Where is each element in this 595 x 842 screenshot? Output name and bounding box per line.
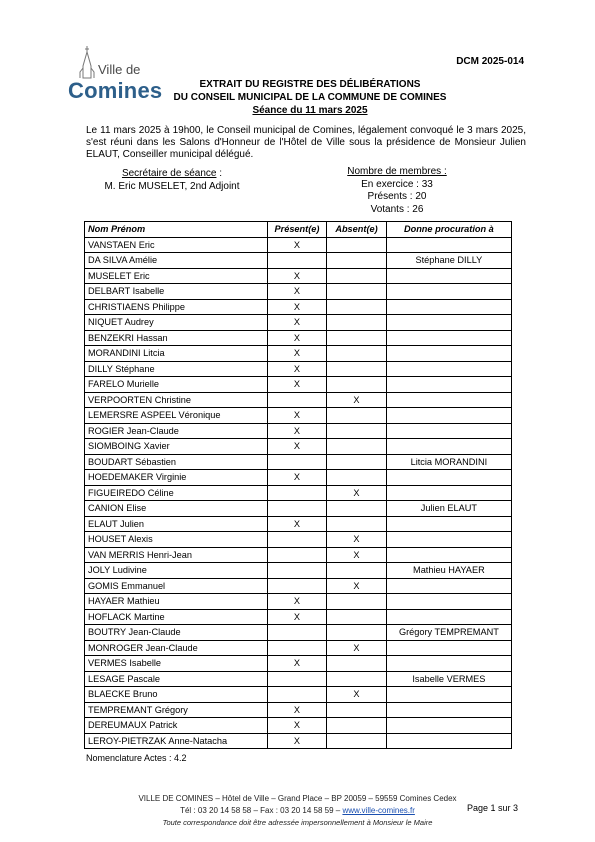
footer-notice: Toute correspondance doit être adressée impersonnellement à Monsieur le Maire <box>162 818 433 827</box>
table-row <box>85 268 512 284</box>
proxy-name: Stéphane DILLY <box>386 253 511 269</box>
member-name: VERMES Isabelle <box>85 656 268 672</box>
proxy-name <box>386 299 511 315</box>
present-mark: X <box>267 609 327 625</box>
absent-mark <box>327 470 387 486</box>
logo-ville-text: Ville de <box>98 62 141 77</box>
present-mark <box>267 485 327 501</box>
proxy-name: Isabelle VERMES <box>386 671 511 687</box>
proxy-name <box>386 423 511 439</box>
absent-mark <box>327 315 387 331</box>
table-row <box>85 284 512 300</box>
proxy-name <box>386 702 511 718</box>
table-row <box>85 454 512 470</box>
present-mark: X <box>267 237 327 253</box>
proxy-name <box>386 640 511 656</box>
table-row <box>85 532 512 548</box>
absent-mark <box>327 423 387 439</box>
footer-phone-fax: Tél : 03 20 14 58 58 – Fax : 03 20 14 58 59 – <box>180 806 343 815</box>
proxy-name <box>386 315 511 331</box>
member-name: FIGUEIREDO Céline <box>85 485 268 501</box>
member-name: VAN MERRIS Henri-Jean <box>85 547 268 563</box>
member-name: ROGIER Jean-Claude <box>85 423 268 439</box>
proxy-name <box>386 594 511 610</box>
proxy-name <box>386 656 511 672</box>
present-mark: X <box>267 470 327 486</box>
proxy-name <box>386 470 511 486</box>
absent-mark <box>327 702 387 718</box>
member-name: HOFLACK Martine <box>85 609 268 625</box>
proxy-name <box>386 718 511 734</box>
member-name: ELAUT Julien <box>85 516 268 532</box>
member-name: HAYAER Mathieu <box>85 594 268 610</box>
table-row <box>85 315 512 331</box>
logo-comines-text: Comines <box>68 78 163 103</box>
header-present: Présent(e) <box>267 222 327 238</box>
absent-mark <box>327 516 387 532</box>
table-row <box>85 671 512 687</box>
member-name: LEMERSRE ASPEEL Véronique <box>85 408 268 424</box>
member-name: MUSELET Eric <box>85 268 268 284</box>
proxy-name <box>386 687 511 703</box>
table-row <box>85 377 512 393</box>
proxy-name: Julien ELAUT <box>386 501 511 517</box>
absent-mark: X <box>327 485 387 501</box>
table-row <box>85 253 512 269</box>
absent-mark <box>327 408 387 424</box>
member-name: MORANDINI Litcia <box>85 346 268 362</box>
table-row <box>85 687 512 703</box>
member-name: CHRISTIAENS Philippe <box>85 299 268 315</box>
session-date-title: Séance du 11 mars 2025 <box>252 105 368 116</box>
table-row <box>85 470 512 486</box>
proxy-name: Grégory TEMPREMANT <box>386 625 511 641</box>
member-name: JOLY Ludivine <box>85 563 268 579</box>
member-name: DELBART Isabelle <box>85 284 268 300</box>
present-mark <box>267 563 327 579</box>
proxy-name <box>386 284 511 300</box>
proxy-name <box>386 346 511 362</box>
secretary-heading <box>86 168 258 179</box>
proxy-name <box>386 609 511 625</box>
header-proxy: Donne procuration à <box>386 222 511 238</box>
proxy-name <box>386 408 511 424</box>
table-row <box>85 485 512 501</box>
table-row <box>85 640 512 656</box>
proxy-name <box>386 547 511 563</box>
absent-mark <box>327 361 387 377</box>
table-row <box>85 346 512 362</box>
absent-mark: X <box>327 578 387 594</box>
table-row <box>85 625 512 641</box>
member-name: BOUDART Sébastien <box>85 454 268 470</box>
absent-mark <box>327 237 387 253</box>
secretary-value: M. Eric MUSELET, 2nd Adjoint <box>104 181 240 192</box>
table-row <box>85 392 512 408</box>
page-number: Page 1 sur 3 <box>467 803 519 813</box>
absent-mark <box>327 625 387 641</box>
table-row <box>85 423 512 439</box>
table-row <box>85 733 512 749</box>
table-row <box>85 702 512 718</box>
present-mark <box>267 501 327 517</box>
table-row <box>85 361 512 377</box>
proxy-name <box>386 392 511 408</box>
present-mark: X <box>267 656 327 672</box>
absent-mark <box>327 563 387 579</box>
member-name: HOEDEMAKER Virginie <box>85 470 268 486</box>
header-name: Nom Prénom <box>85 222 268 238</box>
present-mark: X <box>267 330 327 346</box>
intro-paragraph: Le 11 mars 2025 à 19h00, le Conseil municipal de Comines, légalement convoqué le 3 mars 2025, s'est réuni dans les Salons d'Honneur de l'Hôtel de Ville sous la présidence de Monsieur Julien ELAUT, Conseiller municipal délégué. <box>86 125 526 160</box>
present-mark: X <box>267 733 327 749</box>
table-row <box>85 578 512 594</box>
present-mark <box>267 547 327 563</box>
table-row <box>85 439 512 455</box>
table-row <box>85 330 512 346</box>
proxy-name <box>386 516 511 532</box>
member-name: HOUSET Alexis <box>85 532 268 548</box>
table-row <box>85 547 512 563</box>
table-row <box>85 718 512 734</box>
absent-mark <box>327 284 387 300</box>
proxy-name: Mathieu HAYAER <box>386 563 511 579</box>
table-row <box>85 299 512 315</box>
absent-mark <box>327 346 387 362</box>
present-mark: X <box>267 377 327 393</box>
attendance-table <box>84 221 512 749</box>
present-mark <box>267 625 327 641</box>
absent-mark <box>327 609 387 625</box>
present-mark: X <box>267 299 327 315</box>
absent-mark <box>327 377 387 393</box>
present-mark: X <box>267 268 327 284</box>
nomenclature: Nomenclature Actes : 4.2 <box>86 753 187 763</box>
member-name: VANSTAEN Eric <box>85 237 268 253</box>
footer-address: VILLE DE COMINES – Hôtel de Ville – Grand Place – BP 20059 – 59559 Comines Cedex <box>138 794 457 803</box>
member-name: TEMPREMANT Grégory <box>85 702 268 718</box>
present-mark: X <box>267 346 327 362</box>
member-name: BOUTRY Jean-Claude <box>85 625 268 641</box>
table-row <box>85 408 512 424</box>
member-name: DA SILVA Amélie <box>85 253 268 269</box>
member-name: MONROGER Jean-Claude <box>85 640 268 656</box>
absent-mark <box>327 671 387 687</box>
proxy-name <box>386 377 511 393</box>
present-mark <box>267 392 327 408</box>
present-mark <box>267 640 327 656</box>
present-mark: X <box>267 408 327 424</box>
secretary-label: Secrétaire de séance <box>121 168 217 179</box>
proxy-name <box>386 361 511 377</box>
present-mark: X <box>267 718 327 734</box>
absent-mark <box>327 733 387 749</box>
member-name: SIOMBOING Xavier <box>85 439 268 455</box>
absent-mark: X <box>327 392 387 408</box>
absent-mark: X <box>327 687 387 703</box>
table-row <box>85 237 512 253</box>
present-mark <box>267 454 327 470</box>
title-line-1: EXTRAIT DU REGISTRE DES DÉLIBÉRATIONS <box>199 79 421 90</box>
table-header-row <box>85 222 512 238</box>
member-name: FARELO Murielle <box>85 377 268 393</box>
website-link[interactable]: www.ville-comines.fr <box>342 806 415 815</box>
proxy-name: Litcia MORANDINI <box>386 454 511 470</box>
proxy-name <box>386 237 511 253</box>
table-row <box>85 501 512 517</box>
absent-mark <box>327 299 387 315</box>
absent-mark <box>327 501 387 517</box>
present-mark: X <box>267 315 327 331</box>
absent-mark <box>327 439 387 455</box>
table-row <box>85 563 512 579</box>
secretary-colon: : <box>216 168 223 179</box>
member-name: CANION Elise <box>85 501 268 517</box>
member-name: DEREUMAUX Patrick <box>85 718 268 734</box>
table-row <box>85 516 512 532</box>
absent-mark <box>327 718 387 734</box>
member-name: BLAECKE Bruno <box>85 687 268 703</box>
members-exercice: En exercice : 33 <box>361 179 433 190</box>
proxy-name <box>386 485 511 501</box>
present-mark <box>267 687 327 703</box>
present-mark: X <box>267 284 327 300</box>
absent-mark <box>327 268 387 284</box>
absent-mark <box>327 253 387 269</box>
table-row <box>85 594 512 610</box>
present-mark: X <box>267 594 327 610</box>
proxy-name <box>386 330 511 346</box>
absent-mark <box>327 330 387 346</box>
proxy-name <box>386 532 511 548</box>
present-mark <box>267 532 327 548</box>
present-mark: X <box>267 439 327 455</box>
present-mark <box>267 671 327 687</box>
absent-mark <box>327 454 387 470</box>
proxy-name <box>386 733 511 749</box>
absent-mark <box>327 594 387 610</box>
header-absent: Absent(e) <box>327 222 387 238</box>
title-line-2: DU CONSEIL MUNICIPAL DE LA COMMUNE DE COMINES <box>173 92 447 103</box>
absent-mark <box>327 656 387 672</box>
proxy-name <box>386 268 511 284</box>
present-mark <box>267 578 327 594</box>
members-label: Nombre de membres : <box>347 166 447 177</box>
attendance-body <box>85 237 512 749</box>
table-row <box>85 656 512 672</box>
member-name: NIQUET Audrey <box>85 315 268 331</box>
church-spire-icon <box>76 46 98 80</box>
member-name: LEROY-PIETRZAK Anne-Natacha <box>85 733 268 749</box>
absent-mark: X <box>327 532 387 548</box>
member-name: GOMIS Emmanuel <box>85 578 268 594</box>
proxy-name <box>386 439 511 455</box>
member-name: LESAGE Pascale <box>85 671 268 687</box>
member-name: VERPOORTEN Christine <box>85 392 268 408</box>
member-name: DILLY Stéphane <box>85 361 268 377</box>
member-name: BENZEKRI Hassan <box>85 330 268 346</box>
present-mark: X <box>267 423 327 439</box>
present-mark: X <box>267 702 327 718</box>
absent-mark: X <box>327 547 387 563</box>
present-mark: X <box>267 361 327 377</box>
table-row <box>85 609 512 625</box>
present-mark <box>267 253 327 269</box>
members-votants: Votants : 26 <box>370 204 424 215</box>
present-mark: X <box>267 516 327 532</box>
deliberation-reference: DCM 2025-014 <box>456 56 524 67</box>
absent-mark: X <box>327 640 387 656</box>
members-presents: Présents : 20 <box>367 191 427 202</box>
proxy-name <box>386 578 511 594</box>
